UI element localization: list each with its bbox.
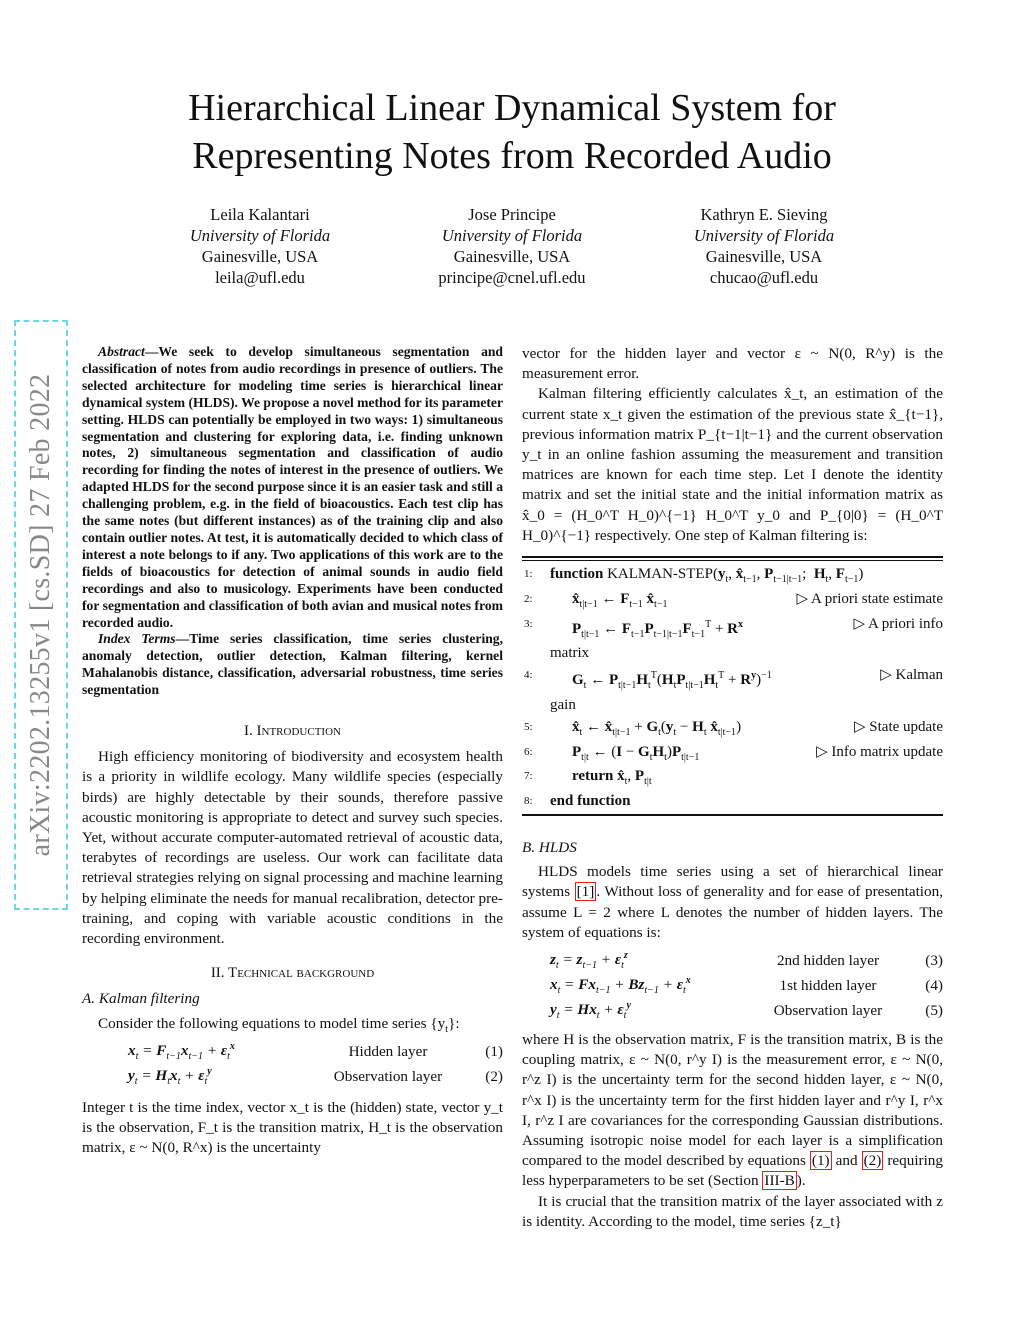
algo-line-2: 2: $x̂_{t|t-1}$ ← $F_{t-1}$ $x̂_{t-1}$ ▷ A priori state estimate (524, 590, 943, 610)
algo-comment: ▷ A priori info (853, 615, 943, 632)
algo-line-7: 7: return $x̂_t$, $P_{t|t}$ (524, 768, 652, 788)
equation-4 (522, 974, 943, 999)
author-name: Kathryn E. Sieving (700, 205, 828, 224)
equation-number: (1) (485, 1043, 503, 1061)
hlds-paragraph-2: where H is the observation matrix, F is the transition matrix, B is the coupling matrix, ε ~ N(0, r^y I) is the measurement error, ε ~ N(0, r^z I) is the uncertainty term for the second hidden layer, ε ~ N(0, r^x I) is the uncertainty term for the first hidden layer and r^y I, r^x I, r^z I are covariances for the corresponding Gaussian distributions. Assuming isotropic noise model for each layer is a simplification compared to the model described by equations (1) and (2) requiring less hyperparameters to be set (Section III-B ). (522, 1031, 943, 1190)
section-heading: II. Technical background (210, 965, 375, 982)
equation-3 (522, 949, 943, 974)
abstract (82, 344, 503, 631)
kalman-paragraph: Kalman filtering efficiently calculates x̂_t, an estimation of the current state x_t given the estimation of the previous state x̂_{t−1}, previous information matrix P_{t−1|t−1} and the current observation y_t in an online fashion assuming the measurement and transition matrices are known for each time step. Let I denote the identity matrix and set the initial state and the initial information matrix as x̂_0 = (H_0^T H_0)^{−1} H_0^T y_0 and P_{0|0} = (H_0^T H_0)^{−1} respectively. One step of Kalman filtering is: (522, 385, 943, 544)
author-name: Jose Principe (468, 205, 556, 224)
equation-label: Observation layer (333, 1068, 443, 1086)
author-block-3 (614, 204, 914, 288)
equation-link[interactable]: (2) (863, 1152, 882, 1170)
right-column (522, 344, 943, 1232)
intro-paragraph: High efficiency monitoring of biodiversity and ecosystem health is a priority in wildlife ecology. Many wildlife species (especially birds) are highly detectable by their sounds, therefore passive acoustic monitoring is appropriate to detect and survey such species. Yet, without accurate computer-automated retrieval of acoustic data, terabytes of recordings are useless. Our work can facilitate data retrieval strategies relying on signal processing and machine learning by helping eliminate the needs for manual recalibration, detector pre-training, and coping with variable acoustic conditions in the recording environment. (82, 748, 503, 948)
subsection-heading: A. Kalman filtering (82, 990, 200, 1008)
author-name: Leila Kalantari (210, 205, 310, 224)
equation-2 (82, 1065, 503, 1090)
author-affiliation: University of Florida (441, 226, 583, 245)
index-terms-label: Index Terms (98, 631, 176, 647)
arxiv-sidebar[interactable] (14, 320, 68, 910)
algo-line-6: 6: $P_{t|t}$ ← $(I - G_tH_t)P_{t|t-1}$ ▷ Info matrix update (524, 743, 943, 763)
abstract-label: Abstract (98, 344, 145, 359)
hlds-paragraph-1: HLDS models time series using a set of hierarchical linear systems [1] . Without loss of generality and for ease of presentation, assume L = 2 where L denotes the number of hidden layers. The system of equations is: (522, 863, 943, 941)
equation-label: 2nd hidden layer (776, 952, 880, 970)
equation-math: $x_t = Fx_{t-1} + Bz_{t-1} + \varepsilon_t^x$ (550, 975, 691, 997)
equation-label: 1st hidden layer (779, 977, 877, 995)
hlds-paragraph-3: It is crucial that the transition matrix of the layer associated with z is identity. According to the model, time series {z_t} (522, 1192, 943, 1230)
algorithm-box: 1: function KALMAN-$STEP(y_t$, $x̂_{t-1}$, $P_{t-1|t-1}$; $H_t$, $F_{t-1}$) 2: $x̂_{t|t-1}$ ← $F_{t-1}$ $x̂_{t-1}$ ▷ A priori state estimate 3: $P_{t|t-1}$ ← $F_{t-1}P_{t-1|t-1}F_{t-1}^T + R^x$ ▷ A priori info matrix 4: $G_t$ ← $P_{t|t-1}H_t^T(H_tP_{t|t-1}H_t^T + R^y)^{-1}$ ▷ Kalman gain 5: $x̂_t$ ← $x̂_{t|t-1} + G_t(y_t - H_t$ $x̂_{t|t-1}$) ▷ State update 6: $P_{t|t}$ ← $(I - G_tH_t)P_{t|t-1}$ ▷ Info matrix update 7: return $x̂_t$, $P_{t|t}$ 8: end function (522, 556, 943, 816)
algo-line-1: 1: function KALMAN-$STEP(y_t$, $x̂_{t-1}$, $P_{t-1|t-1}$; $H_t$, $F_{t-1}$) (524, 566, 864, 586)
equation-math: $y_t = Hx_t + \varepsilon_t^y$ (550, 1000, 631, 1022)
equation-1 (82, 1040, 503, 1065)
arxiv-id[interactable]: arXiv:2202.13255v1 [cs.SD] 27 Feb 2022 (25, 373, 56, 857)
section-link[interactable]: III-B (764, 1172, 795, 1190)
equation-math: $y_t = H_tx_t + \varepsilon_t^y$ (128, 1066, 212, 1088)
section-heading: I. Introduction (244, 723, 341, 740)
kalman-intro: Consider the following equations to model time series $\{y_t\}$: (98, 1014, 460, 1035)
author-email: principe@cnel.ufl.edu (438, 268, 586, 287)
equation-link[interactable]: (1) (811, 1152, 830, 1170)
author-location: Gainesville, USA (201, 247, 319, 266)
author-affiliation: University of Florida (189, 226, 331, 245)
equation-5 (522, 999, 943, 1024)
title-line-1: Hierarchical Linear Dynamical System for (188, 87, 836, 129)
abstract-text: —We seek to develop simultaneous segmentation and classification of notes from audio recordings in presence of outliers. The selected architecture for modeling time series is hierarchical linear dynamical system (HLDS). We propose a novel method for its parameter setting. HLDS can potentially be employed in two ways: 1) simultaneous segmentation and clustering for exploring data, i.e. finding unknown notes, 2) simultaneous segmentation and classification of audio recording for finding the notes of interest in the presence of outliers. We adapted HLDS for the second purpose since it is an easier task and still a challenging problem, e.g. in the field of bioacoustics. Each test clip has the same notes (but different instances) as of the training clip and also contain outlier notes. At test, it is automatically decided to which class of interest a note belongs to if any. Two applications of this work are to the fields of bioacoustics for detection of animal sounds in audio field recordings and also to musicology. Experiments have been conducted for segmentation and classification of both avian and musical notes from recorded audio. (82, 344, 504, 630)
equation-label: Observation layer (773, 1002, 883, 1020)
equation-label: Hidden layer (348, 1043, 428, 1061)
author-location: Gainesville, USA (453, 247, 571, 266)
equation-number: (5) (925, 1002, 943, 1020)
algo-comment: ▷ Info matrix update (816, 743, 943, 760)
author-affiliation: University of Florida (693, 226, 835, 245)
equation-number: (2) (485, 1068, 503, 1086)
algo-comment: ▷ State update (853, 718, 943, 735)
author-email: chucao@ufl.edu (709, 268, 819, 287)
citation-link[interactable]: [1] (576, 883, 595, 901)
algo-line-4: 4: $G_t$ ← $P_{t|t-1}H_t^T(H_tP_{t|t-1}H_t^T + R^y)^{-1}$ ▷ Kalman (524, 667, 943, 692)
equation-math: $z_t = z_{t-1} + \varepsilon_t^z$ (550, 950, 628, 972)
algo-line-5: 5: $x̂_t$ ← $x̂_{t|t-1} + G_t(y_t - H_t$ $x̂_{t|t-1}$) ▷ State update (524, 718, 943, 738)
equation-math: $x_t = F_{t-1}x_{t-1} + \varepsilon_t^x$ (128, 1041, 235, 1063)
algo-line-3: 3: $P_{t|t-1}$ ← $F_{t-1}P_{t-1|t-1}F_{t-1}^T + R^x$ ▷ A priori info (524, 615, 943, 640)
equation-number: (4) (925, 977, 943, 995)
author-email: leila@ufl.edu (215, 268, 305, 287)
algo-comment: ▷ Kalman (880, 667, 943, 684)
algo-comment: ▷ A priori state estimate (796, 590, 943, 607)
algo-line-8: 8: end function (524, 793, 631, 810)
left-column (82, 344, 503, 1159)
continued-paragraph: vector for the hidden layer and vector ε ~ N(0, R^y) is the measurement error. (522, 345, 943, 383)
equation-number: (3) (925, 952, 943, 970)
title-line-2: Representing Notes from Recorded Audio (192, 135, 832, 177)
subsection-heading: B. HLDS (522, 839, 577, 856)
paper-title (0, 84, 1024, 180)
index-terms-text: —Time series classification, time series clustering, anomaly detection, outlier detection, Kalman filtering, kernel Mahalanobis distance, classification, adversarial robustness, time series segmentation (82, 631, 503, 698)
variables-paragraph: Integer t is the time index, vector x_t is the (hidden) state, vector y_t is the observation, F_t is the transition matrix, H_t is the observation matrix, ε ~ N(0, R^x) is the uncertainty (82, 1098, 503, 1157)
author-location: Gainesville, USA (705, 247, 823, 266)
hlds-equations (522, 949, 943, 1024)
index-terms (82, 631, 503, 699)
